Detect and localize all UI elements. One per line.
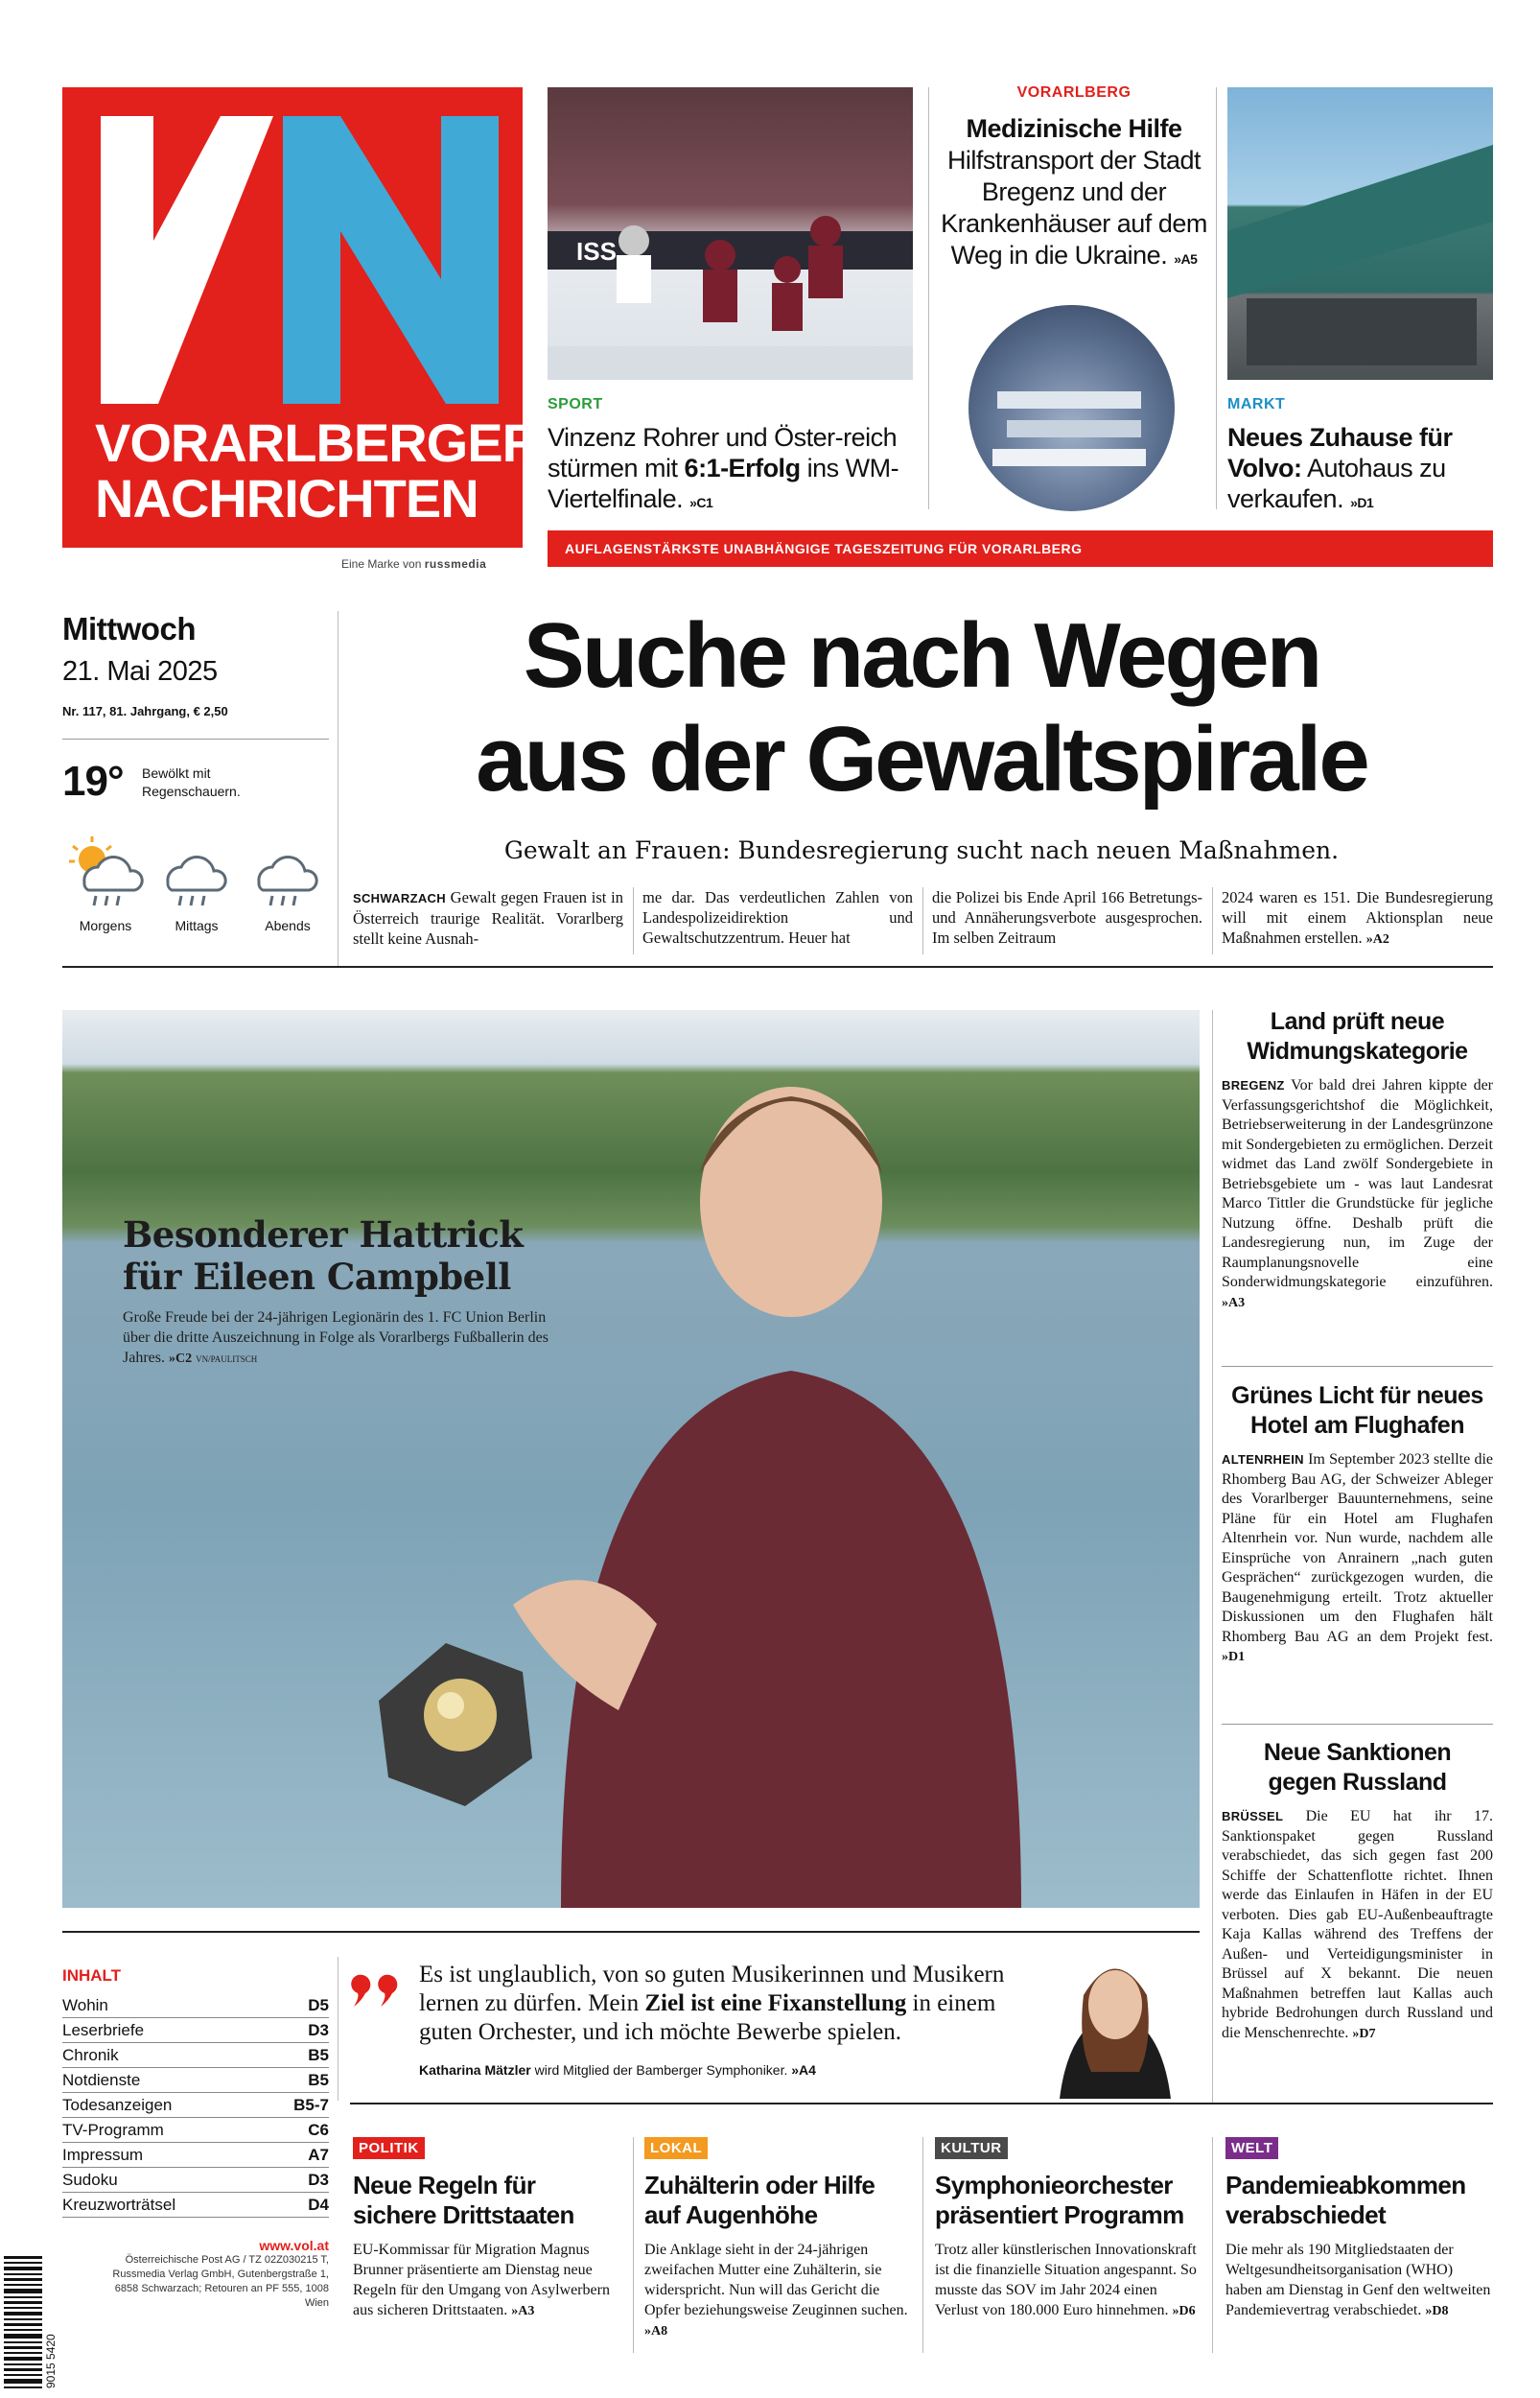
markt-kicker: MARKT xyxy=(1227,396,1286,412)
brand-name: russmedia xyxy=(424,557,487,571)
vorarlberg-teaser-ref: »A5 xyxy=(1174,251,1198,267)
sidebar-story-2-body xyxy=(1222,1450,1493,1668)
sidebar-story-2-ref: »D1 xyxy=(1222,1650,1246,1664)
bottom-lokal-body xyxy=(644,2240,913,2341)
sidebar-story-3[interactable] xyxy=(1222,1738,1493,2044)
cloud-rain-icon xyxy=(245,833,330,909)
eileen-campbell-photo[interactable] xyxy=(62,1010,1200,1908)
lead-col1-text: Gewalt gegen Frauen ist in Österreich traurige Realität. Vorarlberg stellt keine Ausnah- xyxy=(353,888,623,948)
bottom-politik-text: EU-Kommissar für Migration Magnus Brunner präsentierte am Dienstag neue Regeln für den Umgang von Asylwerbern aus sicheren Drittstaaten. xyxy=(353,2242,610,2318)
inhalt-row-page: C6 xyxy=(308,2121,329,2139)
inhalt-row[interactable] xyxy=(62,2068,329,2093)
masthead-name-line1: VORARLBERGER xyxy=(95,412,541,473)
lead-col2: me dar. Das verdeutlichen Zahlen von Landespolizeidirektion und Gewaltschutzzentrum. Heuer hat xyxy=(642,888,913,947)
markt-teaser[interactable] xyxy=(1227,422,1496,518)
volvo-dealership-photo xyxy=(1227,87,1493,380)
barcode-number: 9015 5420 xyxy=(44,2334,58,2388)
bottom-politik-body xyxy=(353,2240,621,2321)
sport-teaser-bold: 6:1-Erfolg xyxy=(684,454,801,482)
sidebar-story-3-ref: »D7 xyxy=(1352,2026,1376,2041)
inhalt-row-label: Wohin xyxy=(62,1996,108,2014)
photo-story-caption xyxy=(123,1307,554,1370)
inhalt-row[interactable] xyxy=(62,2143,329,2168)
sidebar-story-3-title: Neue Sanktionen gegen Russland xyxy=(1263,1739,1452,1796)
masthead-logo[interactable] xyxy=(62,87,541,548)
issue-info: Nr. 117, 81. Jahrgang, € 2,50 xyxy=(62,704,228,718)
bottom-lokal-ref: »A8 xyxy=(644,2324,668,2339)
forecast-midday xyxy=(153,833,240,933)
inhalt-row-label: Kreuzworträtsel xyxy=(62,2196,176,2214)
brand-note xyxy=(341,557,486,571)
photo-story-title-line2: für Eileen Campbell xyxy=(123,1256,511,1298)
sport-teaser-text: Vinzenz Rohrer und Öster-reich stürmen mit xyxy=(548,423,898,482)
sidebar-story-3-location: BRÜSSEL xyxy=(1222,1809,1284,1823)
website[interactable]: www.vol.at xyxy=(259,2238,329,2253)
bottom-politik-title: Neue Regeln für sichere Drittstaaten xyxy=(353,2171,574,2229)
weather-text: Bewölkt mit Regenschauern. xyxy=(142,765,241,799)
lead-headline-line2: aus der Gewaltspirale xyxy=(476,708,1367,811)
lead-col3: die Polizei bis Ende April 166 Betretungs- und Annäherungsverbote ausgesprochen. Im selben Zeitraum xyxy=(932,888,1202,947)
inhalt-row-page: B5 xyxy=(308,2071,329,2089)
sun-cloud-rain-icon xyxy=(63,833,148,909)
temperature: 19° xyxy=(62,758,124,805)
inhalt-row-label: Impressum xyxy=(62,2146,144,2164)
vorarlberg-kicker: VORARLBERG xyxy=(1016,84,1132,101)
inhalt-row-page: D5 xyxy=(308,1996,329,2014)
bottom-kultur-body xyxy=(935,2240,1203,2321)
inhalt-row-label: Todesanzeigen xyxy=(62,2096,173,2114)
inhalt-row-page: B5 xyxy=(308,2046,329,2064)
photo-story-ref: »C2 xyxy=(168,1352,193,1366)
inhalt-box xyxy=(62,1966,329,2218)
cloud-rain-icon xyxy=(154,833,239,909)
lead-col1 xyxy=(353,887,623,949)
inhalt-row[interactable] xyxy=(62,2118,329,2143)
inhalt-row-label: Leserbriefe xyxy=(62,2021,145,2039)
bottom-kultur-ref: »D6 xyxy=(1172,2304,1196,2318)
photo-story-credit: VN/PAULITSCH xyxy=(196,1354,258,1364)
quote-text-bold: Ziel ist eine Fixanstellung xyxy=(644,1990,907,2016)
sidebar-story-1-location: BREGENZ xyxy=(1222,1078,1285,1093)
photo-story-title[interactable] xyxy=(123,1213,583,1298)
lead-location: SCHWARZACH xyxy=(353,891,446,905)
markt-teaser-ref: »D1 xyxy=(1350,495,1374,510)
inhalt-row-label: Notdienste xyxy=(62,2071,141,2089)
quote-box xyxy=(350,1957,1203,2101)
bottom-politik[interactable] xyxy=(353,2137,621,2321)
bottom-kultur[interactable] xyxy=(935,2137,1203,2321)
inhalt-row-page: B5-7 xyxy=(293,2096,329,2114)
quote-text xyxy=(419,1961,1018,2047)
sidebar-story-2-location: ALTENRHEIN xyxy=(1222,1452,1304,1467)
brand-note-text: Eine Marke von xyxy=(341,557,422,571)
quote-mark-icon xyxy=(350,1966,408,2014)
sidebar-story-1-body xyxy=(1222,1076,1493,1313)
quote-author-note: wird Mitglied der Bamberger Symphoniker. xyxy=(534,2062,788,2078)
ukraine-aid-photo xyxy=(968,305,1175,511)
forecast-evening xyxy=(245,833,331,933)
sport-teaser-ref: »C1 xyxy=(689,495,713,510)
sport-teaser[interactable] xyxy=(548,422,918,518)
photo-story-caption-text: Große Freude bei der 24-jährigen Legionärin des 1. FC Union Berlin über die dritte Auszeichnung in Folge als Vorarlbergs Fußballerin des Jahres. xyxy=(123,1309,548,1366)
hockey-players-icon xyxy=(548,87,913,380)
barcode xyxy=(0,2254,59,2398)
markt-teaser-text: Autohaus zu verkaufen. xyxy=(1227,454,1446,513)
forecast-morning xyxy=(62,833,149,933)
bottom-kultur-kicker: KULTUR xyxy=(935,2137,1008,2159)
bottom-politik-ref: »A3 xyxy=(511,2304,535,2318)
inhalt-row[interactable] xyxy=(62,2193,329,2218)
quote-ref: »A4 xyxy=(791,2062,816,2078)
inhalt-row[interactable] xyxy=(62,2168,329,2193)
date: 21. Mai 2025 xyxy=(62,656,218,687)
inhalt-row-page: D3 xyxy=(308,2021,329,2039)
bottom-welt-text: Die mehr als 190 Mitgliedstaaten der Weltgesundheitsorganisation (WHO) haben am Dienstag in Genf den weltweiten Pandemievertrag verabschiedet. xyxy=(1225,2242,1491,2318)
sidebar-story-1-title: Land prüft neue Widmungskategorie xyxy=(1247,1008,1468,1065)
lead-subhead: Gewalt an Frauen: Bundesregierung sucht nach neuen Maßnahmen. xyxy=(503,836,1340,864)
katharina-photo xyxy=(1031,1938,1200,2099)
bottom-lokal-kicker: LOKAL xyxy=(644,2137,708,2159)
vorarlberg-teaser[interactable] xyxy=(940,113,1208,275)
vorarlberg-teaser-title: Medizinische Hilfe xyxy=(966,114,1182,143)
lead-ref: »A2 xyxy=(1365,932,1389,947)
tagline-text: AUFLAGENSTÄRKSTE UNABHÄNGIGE TAGESZEITUNG FÜR VORARLBERG xyxy=(565,541,1083,556)
svg-text:ISS: ISS xyxy=(576,237,617,266)
quote-author-line xyxy=(419,2062,816,2078)
forecast-midday-label: Mittags xyxy=(175,918,219,933)
bottom-welt-title: Pandemieabkommen verabschiedet xyxy=(1225,2171,1466,2229)
quote-text-plain: Es ist unglaublich, von so guten Musikerinnen und Musikern lernen zu dürfen. Mein xyxy=(419,1962,1005,2016)
bottom-kultur-title: Symphonieorchester präsentiert Programm xyxy=(935,2171,1184,2229)
lead-col4-text: 2024 waren es 151. Die Bundesregierung will mit einem Aktionsplan neue Maßnahmen erstellen. xyxy=(1222,888,1493,947)
sidebar-story-3-text: Die EU hat ihr 17. Sanktionspaket gegen Russland verabschiedet, das sich gegen fast 200 Schiffe der Schattenflotte richtet. Ihnen werde das Einlaufen in Häfen in der EU verboten. Dies gab EU-Außenbeauftragte Kaja Kallas während des Treffens der Außen- und Verteidigungsminister in Brüssel auf X bekannt. Die neuen Maßnahmen betreffen laut Kallas auch hybride Bedrohungen durch Russland und die Menschenrechte. xyxy=(1222,1808,1493,2041)
inhalt-row[interactable] xyxy=(62,2093,329,2118)
forecast-evening-label: Abends xyxy=(265,918,311,933)
vn-logo-icon xyxy=(62,87,523,404)
photo-story-title-line1: Besonderer Hattrick xyxy=(123,1213,524,1256)
sidebar-story-2-title: Grünes Licht für neues Hotel am Flughafen xyxy=(1231,1382,1483,1439)
inhalt-row-label: Sudoku xyxy=(62,2171,118,2189)
bottom-welt-body xyxy=(1225,2240,1493,2321)
barcode-icon xyxy=(4,2256,42,2390)
bottom-kultur-text: Trotz aller künstlerischen Innovationskraft ist die finanzielle Situation angespannt. So musste das SOV im Jahr 2024 einen Verlust von 180.000 Euro hinnehmen. xyxy=(935,2242,1197,2318)
bottom-lokal-title: Zuhälterin oder Hilfe auf Augenhöhe xyxy=(644,2171,875,2229)
inhalt-row-label: Chronik xyxy=(62,2046,119,2064)
sidebar-story-2[interactable] xyxy=(1222,1381,1493,1668)
sidebar-story-3-body xyxy=(1222,1807,1493,2044)
lead-headline-line1: Suche nach Wegen xyxy=(523,604,1320,707)
imprint-box xyxy=(96,2238,329,2311)
sidebar-story-1[interactable] xyxy=(1222,1007,1493,1313)
inhalt-list xyxy=(62,1993,329,2218)
inhalt-heading: INHALT xyxy=(62,1966,122,1985)
tagline-bar xyxy=(548,530,1493,567)
vorarlberg-teaser-text: Hilfstransport der Stadt Bregenz und der Krankenhäuser auf dem Weg in die Ukraine. xyxy=(941,146,1207,270)
markt-teaser-title: Neues Zuhause für Volvo: xyxy=(1227,423,1453,482)
bottom-welt-kicker: WELT xyxy=(1225,2137,1278,2159)
inhalt-row-page: D4 xyxy=(308,2196,329,2214)
sport-photo xyxy=(548,87,913,380)
sidebar-story-1-ref: »A3 xyxy=(1222,1295,1246,1310)
inhalt-row-label: TV-Programm xyxy=(62,2121,164,2139)
lead-headline[interactable] xyxy=(350,604,1493,811)
bottom-politik-kicker: POLITIK xyxy=(353,2137,425,2159)
inhalt-row[interactable] xyxy=(62,1993,329,2018)
sport-teaser-end: ins WM-Viertelfinale. xyxy=(548,454,899,513)
sport-kicker: SPORT xyxy=(548,396,603,412)
bottom-lokal[interactable] xyxy=(644,2137,913,2341)
bottom-welt[interactable] xyxy=(1225,2137,1493,2321)
quote-text-end: in einem guten Orchester, und ich möchte Bewerbe spielen. xyxy=(419,1990,996,2045)
aid-supplies-icon xyxy=(968,305,1175,511)
bottom-lokal-text: Die Anklage sieht in der 24-jährigen zweifachen Mutter eine Zuhälterin, sie widerspricht. Nun will das Gericht die Opfer beziehungsweise Zeuginnen suchen. xyxy=(644,2242,908,2318)
lead-col4 xyxy=(1222,887,1493,950)
inhalt-row-page: A7 xyxy=(308,2146,329,2164)
sidebar-story-1-text: Vor bald drei Jahren kippte der Verfassungsgerichtshof die Möglichkeit, Betriebserweiterung in der Landesgrünzone mit Sondergebieten zu ermöglichen. Derzeit widmet das Land zwölf Sondergebiete in Betriebsgebiete um - was laut Landesrat Marco Tittler die Grundstücke für jegliche Nutzung öffne. Deshalb prüft die Landesregierung nun, im Zuge der Raumplanungsnovelle eine Sonderwidmungskategorie einzuführen. xyxy=(1222,1077,1494,1290)
player-with-trophy-icon xyxy=(62,1010,1200,1908)
imprint-text: Österreichische Post AG / TZ 02Z030215 T, Russmedia Verlag GmbH, Gutenbergstraße 1, 6858 Schwarzach; Retouren an PF 555, 1008 Wien xyxy=(112,2254,329,2309)
sidebar-story-2-text: Im September 2023 stellte die Rhomberg Bau AG, der Schweizer Ableger des Vorarlberger Bauunternehmens, seine Pläne für ein Hotel am Flughafen Altenrhein vor. Nun wurde, nachdem alle Einsprüche von Anrainern „nach guten Gesprächen“ zurückgezogen wurden, die Baugenehmigung erteilt. Trotz aktueller Diskussionen um den Flughafen hält Rhomberg Bau AG an dem Projekt fest. xyxy=(1222,1451,1494,1645)
masthead-name-line2: NACHRICHTEN xyxy=(95,468,478,529)
building-icon xyxy=(1227,87,1493,380)
inhalt-row[interactable] xyxy=(62,2043,329,2068)
bottom-welt-ref: »D8 xyxy=(1425,2304,1449,2318)
weekday: Mittwoch xyxy=(62,611,196,647)
quote-author: Katharina Mätzler xyxy=(419,2062,531,2078)
inhalt-row[interactable] xyxy=(62,2018,329,2043)
forecast-morning-label: Morgens xyxy=(79,918,132,933)
inhalt-row-page: D3 xyxy=(308,2171,329,2189)
portrait-icon xyxy=(1031,1938,1200,2099)
